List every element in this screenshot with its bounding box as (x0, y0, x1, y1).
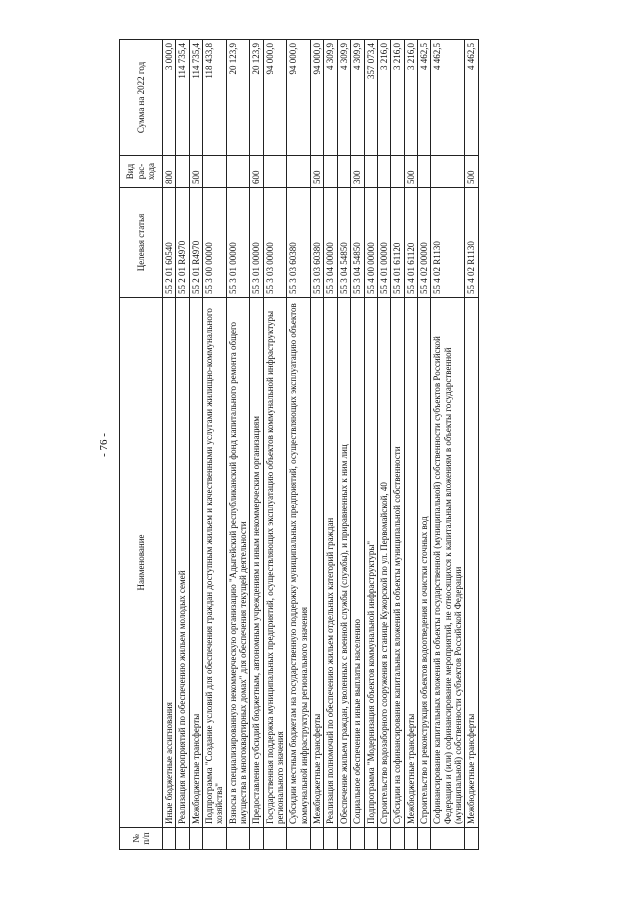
table-body (163, 40, 479, 850)
budget-table (119, 39, 479, 850)
row-name-cell: Предоставление субсидий бюджетным, автономным учреждениям и иным некоммерческим организациям (250, 298, 263, 828)
table-row (364, 40, 377, 850)
row-name-cell: Взносы в специализированную некоммерческую организацию "Адыгейский республиканский фонд капитального ремонта общего имущества в многоквартирных домах" для обеспечения текущей деятельности (226, 298, 250, 828)
row-vid-cell (176, 156, 189, 188)
row-vid-cell (337, 156, 350, 188)
row-name-cell: Реализация мероприятий по обеспечению жильем молодых семей (176, 298, 189, 828)
row-code-cell: 55 3 01 00000 (226, 188, 250, 298)
row-name-cell: Строительство водозаборного сооружения в станице Кужорской по ул. Первомайской, 40 (377, 298, 390, 828)
row-name-cell: Субсидии на софинансирование капитальных вложений в объекты муниципальной собственности (391, 298, 404, 828)
row-num-cell (176, 828, 189, 850)
row-sum-cell: 4 462,5 (417, 40, 430, 156)
header-vid: Вид рас-хода (120, 156, 163, 188)
row-num-cell (250, 828, 263, 850)
row-num-cell (351, 828, 364, 850)
row-code-cell: 55 4 02 00000 (417, 188, 430, 298)
row-code-cell: 55 3 03 00000 (263, 188, 287, 298)
row-vid-cell (287, 156, 311, 188)
table-row (404, 40, 417, 850)
row-sum-cell: 3 216,0 (404, 40, 417, 156)
row-code-cell: 55 4 00 00000 (364, 188, 377, 298)
row-vid-cell: 500 (465, 156, 478, 188)
table-row (351, 40, 364, 850)
row-num-cell (189, 828, 202, 850)
table-row (391, 40, 404, 850)
table-row (287, 40, 311, 850)
row-num-cell (364, 828, 377, 850)
rotated-page (95, 40, 625, 850)
row-num-cell (417, 828, 430, 850)
row-vid-cell (324, 156, 337, 188)
row-code-cell: 55 3 00 00000 (203, 188, 227, 298)
row-sum-cell: 4 309,9 (324, 40, 337, 156)
row-sum-cell: 94 000,0 (287, 40, 311, 156)
table-row (337, 40, 350, 850)
row-vid-cell: 600 (250, 156, 263, 188)
row-sum-cell: 3 000,0 (163, 40, 176, 156)
row-num-cell (431, 828, 465, 850)
row-code-cell: 55 4 01 61120 (391, 188, 404, 298)
row-vid-cell: 300 (351, 156, 364, 188)
row-sum-cell: 94 000,0 (311, 40, 324, 156)
row-sum-cell: 114 735,4 (176, 40, 189, 156)
row-name-cell: Государственная поддержка муниципальных предприятий, осуществляющих эксплуатацию объектов коммунальной инфраструктуры регионального значения (263, 298, 287, 828)
table-row (226, 40, 250, 850)
row-code-cell: 55 4 01 61120 (404, 188, 417, 298)
table-row (417, 40, 430, 850)
row-vid-cell (417, 156, 430, 188)
header-code: Целевая статья (120, 188, 163, 298)
row-name-cell: Подпрограмма "Модернизация объектов коммунальной инфраструктуры" (364, 298, 377, 828)
table-row (377, 40, 390, 850)
row-code-cell: 55 2 01 60540 (163, 188, 176, 298)
row-sum-cell: 20 123,9 (226, 40, 250, 156)
row-vid-cell (391, 156, 404, 188)
row-code-cell: 55 2 01 R4970 (189, 188, 202, 298)
row-sum-cell: 20 123,9 (250, 40, 263, 156)
table-row (465, 40, 478, 850)
table-header-row (120, 40, 163, 850)
header-name: Наименование (120, 298, 163, 828)
row-sum-cell: 3 216,0 (377, 40, 390, 156)
row-num-cell (377, 828, 390, 850)
row-sum-cell: 4 309,9 (351, 40, 364, 156)
row-num-cell (226, 828, 250, 850)
row-num-cell (324, 828, 337, 850)
row-name-cell: Софинансирование капитальных вложений в объекты государственной (муниципальной) собственности субъектов Российской Федерации и (или) софинансирование мероприятий, не относящихся к капитальным вложениям в объекты государственной (муниципальной) собственности субъектов Российской Федерации (431, 298, 465, 828)
row-code-cell: 55 4 02 R1130 (431, 188, 465, 298)
table-row (250, 40, 263, 850)
table-row (311, 40, 324, 850)
row-vid-cell (431, 156, 465, 188)
row-sum-cell: 114 735,4 (189, 40, 202, 156)
row-code-cell: 55 2 01 R4970 (176, 188, 189, 298)
row-sum-cell: 94 000,0 (263, 40, 287, 156)
table-row (324, 40, 337, 850)
row-name-cell: Иные бюджетные ассигнования (163, 298, 176, 828)
row-num-cell (163, 828, 176, 850)
row-vid-cell: 500 (311, 156, 324, 188)
row-sum-cell: 357 073,4 (364, 40, 377, 156)
row-vid-cell (226, 156, 250, 188)
row-code-cell: 55 3 03 60380 (311, 188, 324, 298)
row-name-cell: Обеспечение жильем граждан, уволенных с военной службы (службы), и приравненных к ним лиц (337, 298, 350, 828)
row-code-cell: 55 4 02 R1130 (465, 188, 478, 298)
page-number: - 76 - (98, 433, 110, 457)
row-code-cell: 55 3 04 54850 (351, 188, 364, 298)
row-name-cell: Субсидии местным бюджетам на государственную поддержку муниципальных предприятий, осуществляющих эксплуатацию объектов коммунальной инфраструктуры регионального значения (287, 298, 311, 828)
row-vid-cell (263, 156, 287, 188)
row-sum-cell: 4 462,5 (465, 40, 478, 156)
row-num-cell (337, 828, 350, 850)
row-name-cell: Межбюджетные трансферты (465, 298, 478, 828)
row-name-cell: Социальное обеспечение и иные выплаты населению (351, 298, 364, 828)
row-num-cell (465, 828, 478, 850)
row-num-cell (287, 828, 311, 850)
header-num: № п/п (120, 828, 163, 850)
row-vid-cell: 800 (163, 156, 176, 188)
row-sum-cell: 4 309,9 (337, 40, 350, 156)
table-row (163, 40, 176, 850)
row-sum-cell: 118 433,8 (203, 40, 227, 156)
row-sum-cell: 4 462,5 (431, 40, 465, 156)
row-num-cell (263, 828, 287, 850)
row-name-cell: Реализация полномочий по обеспечению жильем отдельных категорий граждан (324, 298, 337, 828)
row-code-cell: 55 3 03 60380 (287, 188, 311, 298)
table-row (176, 40, 189, 850)
table-row (263, 40, 287, 850)
row-num-cell (311, 828, 324, 850)
row-vid-cell: 500 (189, 156, 202, 188)
row-num-cell (203, 828, 227, 850)
row-name-cell: Строительство и реконструкция объектов водоотведения и очистки сточных вод (417, 298, 430, 828)
row-name-cell: Межбюджетные трансферты (311, 298, 324, 828)
row-code-cell: 55 3 04 00000 (324, 188, 337, 298)
table-row (431, 40, 465, 850)
row-num-cell (391, 828, 404, 850)
row-code-cell: 55 3 01 00000 (250, 188, 263, 298)
table-row (189, 40, 202, 850)
row-code-cell: 55 4 01 00000 (377, 188, 390, 298)
row-code-cell: 55 3 04 54850 (337, 188, 350, 298)
row-sum-cell: 3 216,0 (391, 40, 404, 156)
header-sum: Сумма на 2022 год (120, 40, 163, 156)
row-vid-cell (203, 156, 227, 188)
row-name-cell: Подпрограмма "Создание условий для обеспечения граждан доступным жильем и качественными услугами жилищно-коммунального хозяйства" (203, 298, 227, 828)
row-name-cell: Межбюджетные трансферты (404, 298, 417, 828)
table-row (203, 40, 227, 850)
row-num-cell (404, 828, 417, 850)
row-vid-cell: 500 (404, 156, 417, 188)
row-vid-cell (364, 156, 377, 188)
row-vid-cell (377, 156, 390, 188)
row-name-cell: Межбюджетные трансферты (189, 298, 202, 828)
